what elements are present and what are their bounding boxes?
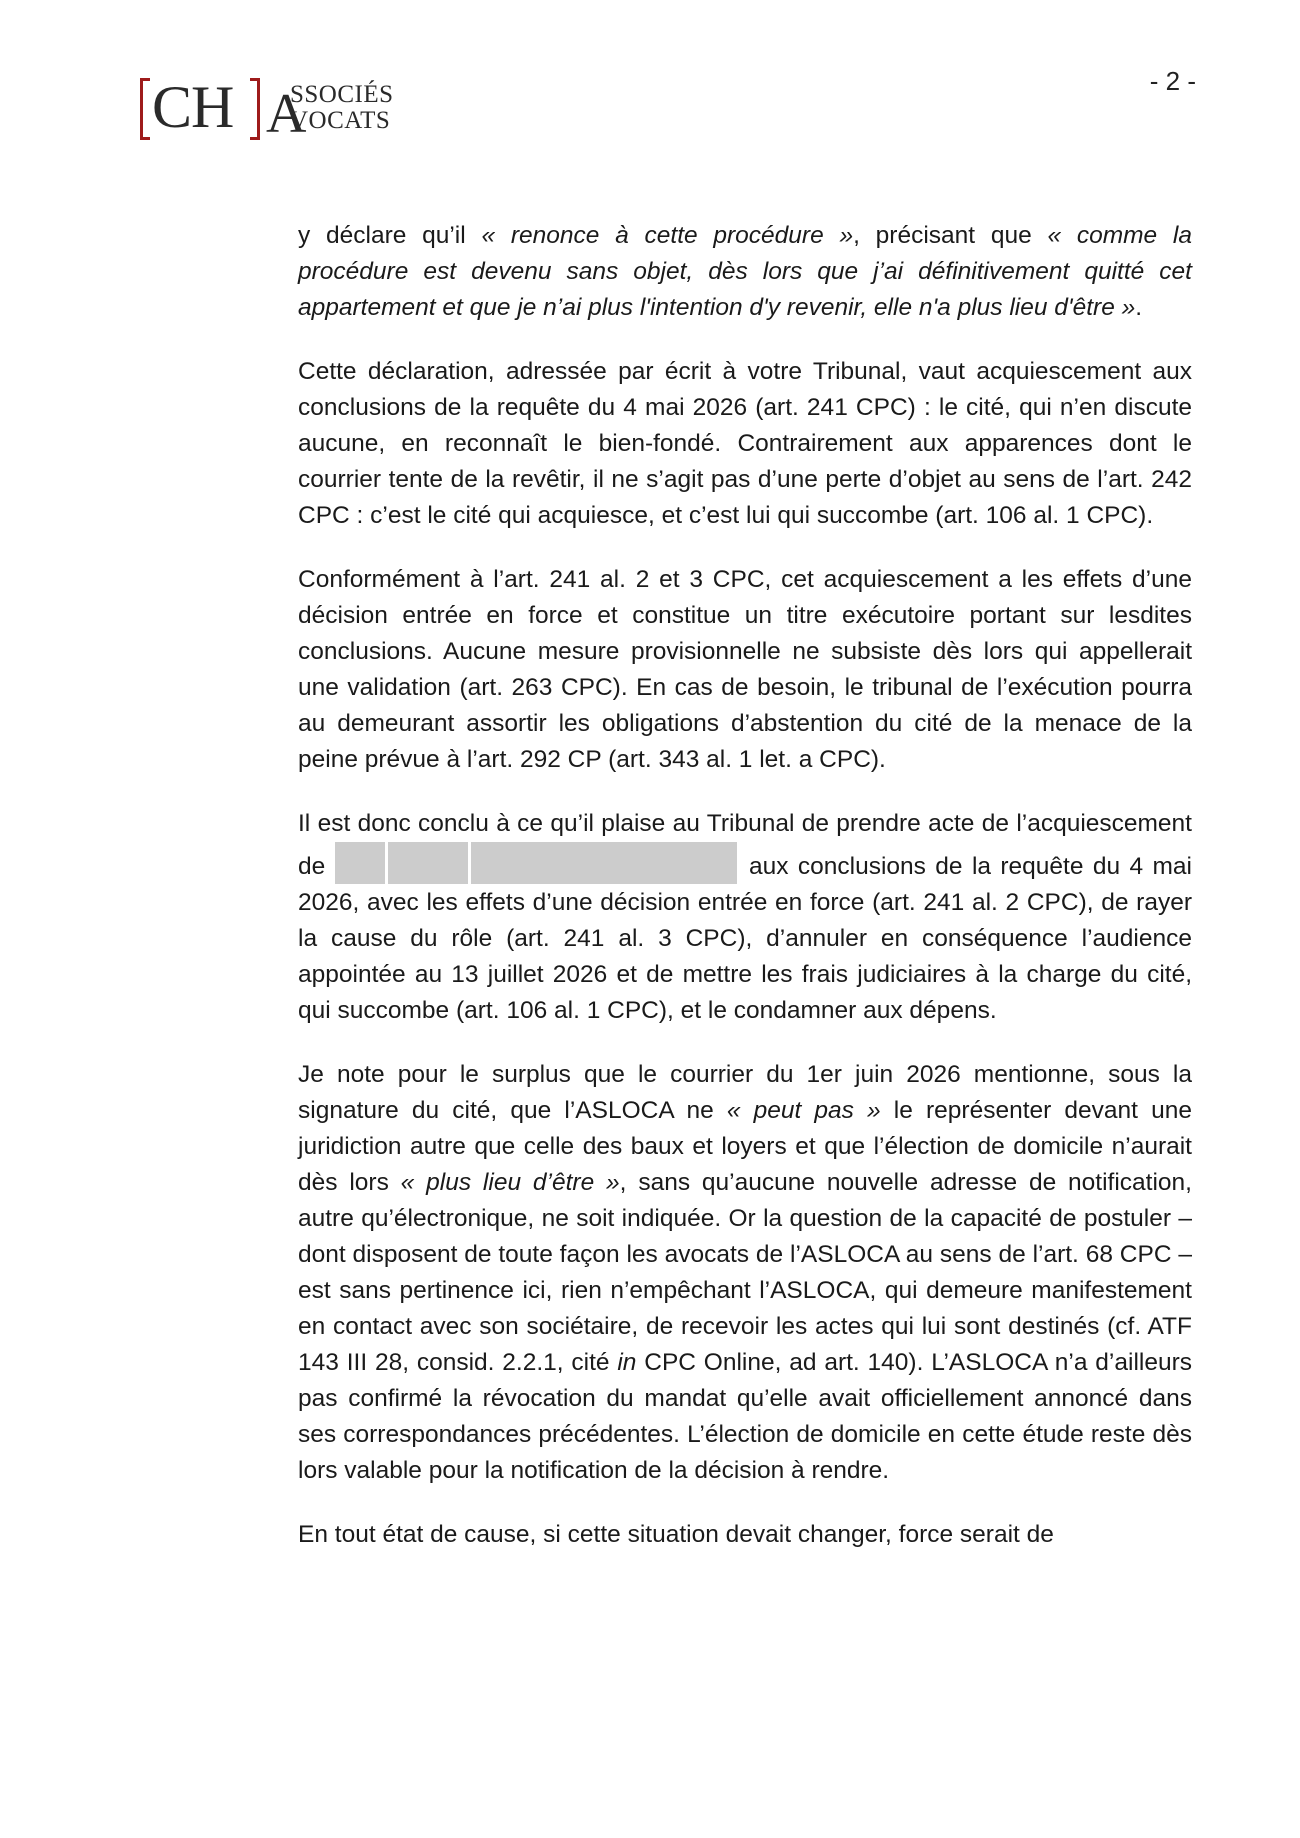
firm-logo [140, 70, 440, 145]
p5-text-4: CPC Online, ad art. 140). L’ASLOCA n’a d’ailleurs pas confirmé la révocation du mandat qu’elle avait officiellement annoncé dans ses correspondances précédentes. L’élection de domicile en cette étude reste dès lors valable pour la notification de la décision à rendre. [298, 1349, 1192, 1484]
p5-text-3: , sans qu’aucune nouvelle adresse de notification, autre qu’électronique, ne soit indiquée. Or la question de la capacité de postuler – dont disposent de toute façon les avocats de l’ASLOCA au sens de l’art. 68 CPC – est sans pertinence ici, rien n’empêchant l’ASLOCA, qui demeure manifestement en contact avec son sociétaire, de recevoir les actes qui lui sont destinés (cf. ATF 143 III 28, consid. 2.2.1, cité [298, 1169, 1192, 1376]
p1-text-1: y déclare qu’il [298, 222, 482, 249]
p5-text-1: Je note pour le surplus que le courrier du 1er juin 2026 mentionne, sous la signature du cité, que l’ASLOCA ne [298, 1061, 1192, 1124]
logo-bracket-left [140, 78, 150, 140]
redacted-name-part-1 [335, 842, 385, 884]
paragraph-3: Conformément à l’art. 241 al. 2 et 3 CPC, cet acquiescement a les effets d’une décision entrée en force et constitue un titre exécutoire portant sur lesdites conclusions. Aucune mesure provisionnelle ne subsiste dès lors qui appellerait une validation (art. 263 CPC). En cas de besoin, le tribunal de l’exécution pourra au demeurant assortir les obligations d’abstention du cité de la menace de la peine prévue à l’art. 292 CP (art. 343 al. 1 let. a CPC). [298, 566, 1192, 773]
paragraph-4 [298, 806, 1192, 1029]
logo-initials: CH [152, 74, 234, 140]
p5-quote-1: « peut pas » [726, 1097, 881, 1124]
p5-italic-in: in [617, 1349, 637, 1376]
p4-text-2: aux conclusions de la requête du 4 mai 2026, avec les effets d’une décision entrée en force (art. 241 al. 2 CPC), de rayer la cause du rôle (art. 241 al. 3 CPC), d’annuler en conséquence l’audience appointée au 13 juillet 2026 et de mettre les frais judiciaires à la charge du cité, qui succombe (art. 106 al. 1 CPC), et le condamner aux dépens. [298, 853, 1192, 1024]
p1-text-3: . [1135, 294, 1143, 321]
logo-line-avocats: VOCATS [290, 107, 391, 134]
redacted-name-part-3 [471, 842, 737, 884]
redacted-name-part-2 [388, 842, 468, 884]
letter-body [298, 218, 1192, 1581]
p4-text-1: Il est donc conclu à ce qu’il plaise au Tribunal de prendre acte de l’acquiescement de [298, 810, 1192, 880]
logo-cap-letter: A [266, 83, 307, 145]
paragraph-5 [298, 1057, 1192, 1489]
logo-bracket-right [250, 78, 260, 140]
p1-quote-1: « renonce à cette procédure » [481, 222, 854, 249]
p5-text-2: le représenter devant une juridiction autre que celle des baux et loyers et que l’élection de domicile n’aurait dès lors [298, 1097, 1192, 1196]
p1-quote-2: « comme la procédure est devenu sans objet, dès lors que j’ai définitivement quitté cet appartement et que je n’ai plus l'intention d'y revenir, elle n'a plus lieu d'être » [298, 222, 1192, 321]
paragraph-2: Cette déclaration, adressée par écrit à votre Tribunal, vaut acquiescement aux conclusions de la requête du 4 mai 2026 (art. 241 CPC) : le cité, qui n’en discute aucune, en reconnaît le bien-fondé. Contrairement aux apparences dont le courrier tente de la revêtir, il ne s’agit pas d’une perte d’objet au sens de l’art. 242 CPC : c’est le cité qui acquiesce, et c’est lui qui succombe (art. 106 al. 1 CPC). [298, 358, 1192, 529]
page-number: - 2 - [1149, 66, 1196, 96]
paragraph-1 [298, 218, 1192, 326]
logo-line-associes: SSOCIÉS [290, 81, 394, 108]
p5-quote-2: « plus lieu d’être » [400, 1169, 620, 1196]
p1-text-2: , précisant que [853, 222, 1048, 249]
paragraph-6: En tout état de cause, si cette situation devait changer, force serait de [298, 1521, 1054, 1548]
